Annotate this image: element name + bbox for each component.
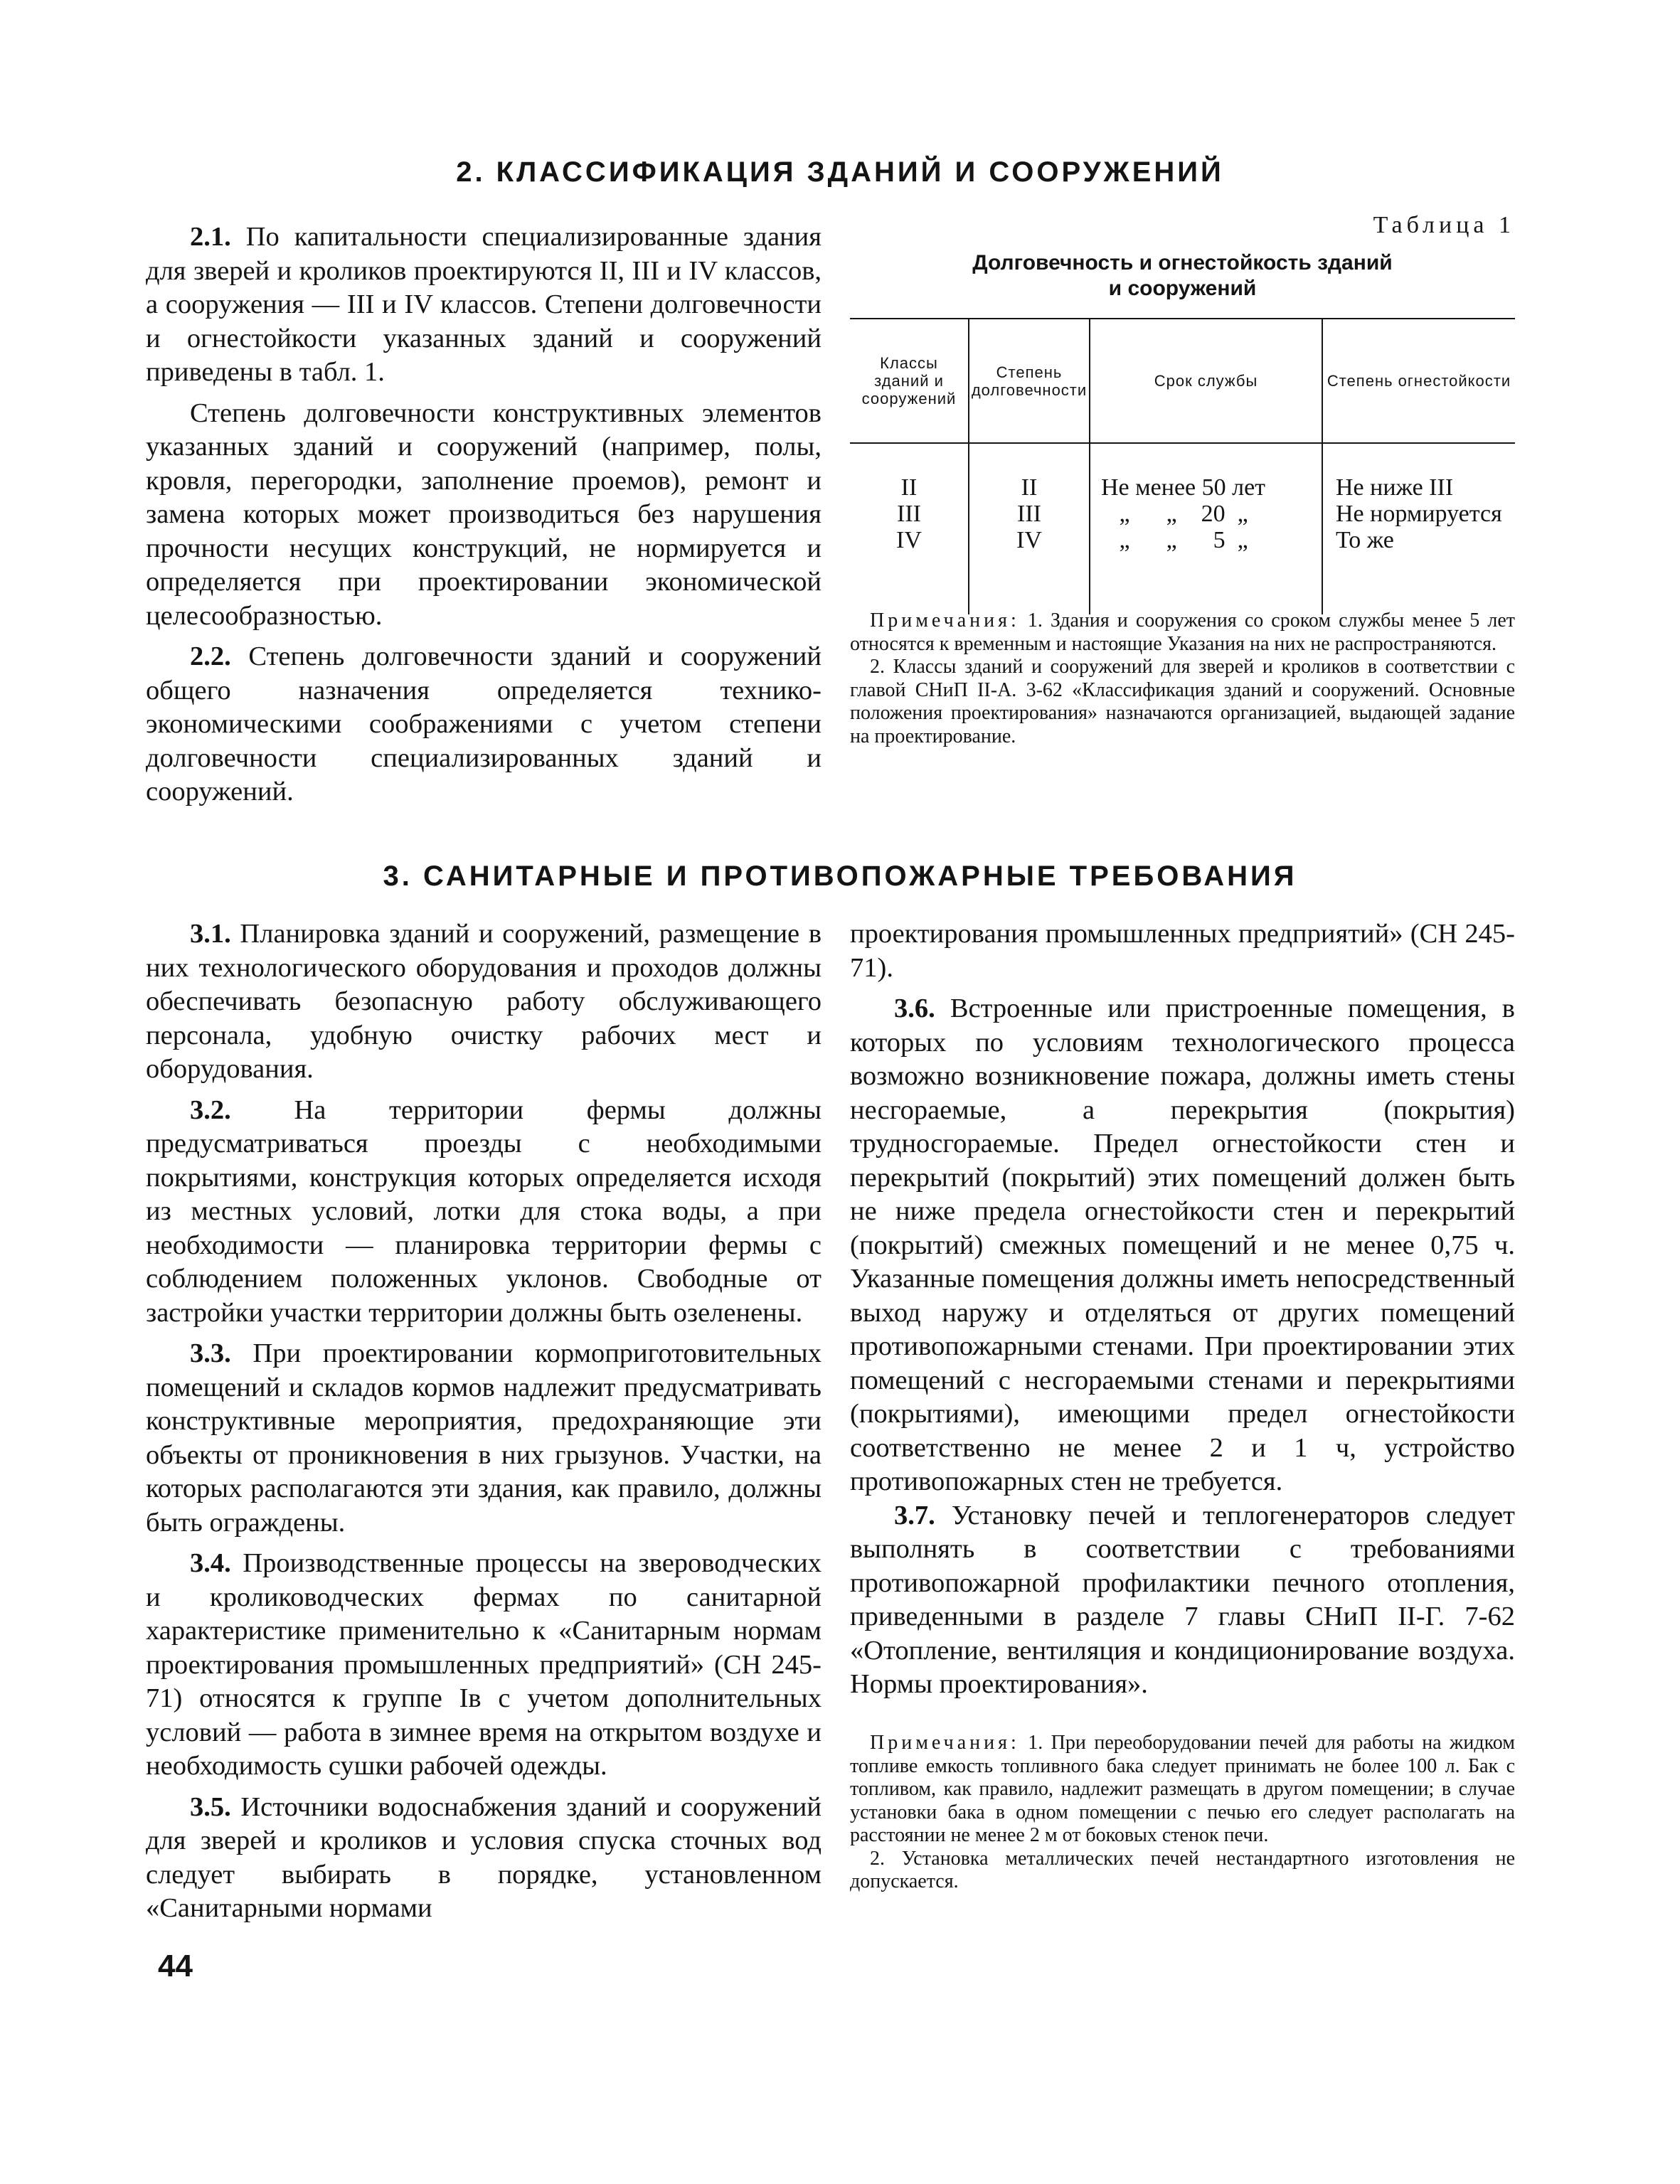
paragraph-3-2 <box>146 1094 822 1331</box>
table-title-line: и сооружений <box>1108 277 1257 300</box>
section-3-left-column <box>146 917 822 1926</box>
table-header-service-life: Срок службы <box>1154 372 1258 390</box>
page-number: 44 <box>158 1949 193 1983</box>
paragraph-3-6 <box>850 992 1515 1499</box>
table-col-service-life: Не менее 50 лет „ „ 20 „ „ „ 5 „ <box>1101 474 1266 553</box>
table-header-fire-resistance: Степень огнестойкости <box>1327 372 1511 390</box>
table-col-fire-resistance: Не ниже III Не нормируется То же <box>1336 474 1502 553</box>
section-3-title: 3. САНИТАРНЫЕ И ПРОТИВОПОЖАРНЫЕ ТРЕБОВАНИЯ <box>383 861 1297 892</box>
paragraph-2-1 <box>146 220 822 390</box>
section-2-text <box>146 220 822 809</box>
paragraph-text: При проектировании кормоприготовительных помещений и складов кормов надлежит предусматривать конструктивные мероприятия, предохраняющие эти объекты от проникновения в них грызунов. Участки, на которых располагаются эти здания, как правило, должны быть ограждены. <box>146 1338 822 1538</box>
table-note-2: 2. Классы зданий и сооружений для зверей и кроликов в соответствии с главой СНиП II-А. 3-62 «Классификация зданий и сооружений. Основные положения проектирования» назначаются организацией, выдающей задание на проектирование. <box>850 656 1515 747</box>
table-col-class: II III IV <box>896 474 922 553</box>
note-text: 1. При переоборудовании печей для работы на жидком топливе емкость топливного бака следует принимать не более 100 л. Бак с топливом, как правило, надлежит размещать в другом помещении; в случае установки бака в одном помещении с печью его следует располагать на расстоянии не менее 2 м от боковых стенок печи. <box>850 1732 1515 1846</box>
paragraph-text: На территории фермы должны предусматриваться проезды с необходимыми покрытиями, конструкция которых определяется исходя из местных условий, лотки для стока воды, а при необходимости — планировка территории фермы с соблюдением положенных уклонов. Свободные от застройки участки территории должны быть озеленены. <box>146 1094 822 1328</box>
paragraph-text: Установку печей и теплогенераторов следует выполнять в соответствии с требованиями противопожарной профилактики печного отопления, приведенными в разделе 7 главы СНиП II-Г. 7-62 «Отопление, вентиляция и кондиционирование воздуха. Нормы проектирования». <box>850 1500 1515 1699</box>
note-text: 1. Здания и сооружения со сроком службы менее 5 лет относятся к временным и настоящие Указания на них не распространяются. <box>850 609 1515 655</box>
table-header-rule <box>850 442 1515 444</box>
section-3-right-column <box>850 917 1515 1702</box>
paragraph-text: По капитальности специализированные здания для зверей и кроликов проектируются II, III и IV классов, а сооружения — III и IV классов. Степени долговечности и огнестойкости указанных зданий и сооружений приведены в табл. 1. <box>146 222 822 387</box>
table-note-1 <box>850 609 1515 656</box>
table-title-line: Долговечность и огнестойкость зданий <box>972 251 1393 275</box>
paragraph-number: 2.1. <box>190 222 231 252</box>
section-3-notes <box>850 1732 1515 1894</box>
paragraph-3-3 <box>146 1337 822 1540</box>
table-header-class: Классы зданий и сооружений <box>861 354 957 407</box>
notes-label: Примечания: <box>870 1732 1020 1754</box>
table-col-durability: II III IV <box>1016 474 1042 553</box>
paragraph-text: Встроенные или пристроенные помещения, в которых по условиям технологического процесса возможно возникновение пожара, должны иметь стены несгораемые, а перекрытия (покрытия) трудносгораемые. Предел огнестойкости стен и перекрытий (покрытий) этих помещений должен быть не ниже предела огнестойкости стен и перекрытий (покрытий) смежных помещений и не менее 0,75 ч. Указанные помещения должны иметь непосредственный выход наружу и отделяться от других помещений противопожарными стенами. При проектировании этих помещений с несгораемыми стенами и перекрытиями (покрытиями), имеющими предел огнестойкости соответственно не менее 2 и 1 ч, устройство противопожарных стен не требуется. <box>850 994 1515 1496</box>
paragraph-number: 3.4. <box>190 1548 231 1578</box>
paragraph-number: 3.3. <box>190 1338 231 1368</box>
notes-label: Примечания: <box>870 609 1020 632</box>
paragraph-3-5-cont: проектирования промышленных предприятий» (СН 245-71). <box>850 919 1515 983</box>
paragraph-number: 3.1. <box>190 919 231 949</box>
section-3-note-2: 2. Установка металлических печей нестандартного изготовления не допускается. <box>850 1847 1515 1892</box>
paragraph-2-1-cont: Степень долговечности конструктивных элементов указанных зданий и сооружений (например, полы, кровля, перегородки, заполнение проемов), ремонт и замена которых может производиться без нарушения прочности несущих конструкций, не нормируется и определяется при проектировании экономической целесообразностью. <box>146 398 822 631</box>
paragraph-number: 2.2. <box>190 641 231 671</box>
paragraph-text: Источники водоснабжения зданий и сооружений для зверей и кроликов и условия спуска сточных вод следует выбирать в порядке, установленном «Санитарными нормами <box>146 1791 822 1923</box>
paragraph-3-4 <box>146 1547 822 1784</box>
table-notes <box>850 609 1515 748</box>
paragraph-3-5 <box>146 1791 822 1926</box>
table-title <box>850 250 1515 302</box>
paragraph-number: 3.6. <box>894 994 935 1023</box>
paragraph-2-2 <box>146 640 822 809</box>
section-2-title: 2. КЛАССИФИКАЦИЯ ЗДАНИЙ И СООРУЖЕНИЙ <box>456 156 1224 188</box>
section-3-note-1 <box>850 1732 1515 1848</box>
paragraph-number: 3.2. <box>190 1094 231 1125</box>
paragraph-3-7 <box>850 1499 1515 1702</box>
paragraph-3-1 <box>146 917 822 1087</box>
paragraph-number: 3.5. <box>190 1791 231 1822</box>
table-header-durability: Степень долговечности <box>971 363 1088 399</box>
paragraph-text: Производственные процессы на звероводческих и кролиководческих фермах по санитарной характеристике применительно к «Санитарным нормам проектирования промышленных предприятий» (СН 245-71) относятся к группе Iв с учетом дополнительных условий — работа в зимнее время на открытом воздухе и необходимость сушки рабочей одежды. <box>146 1548 822 1781</box>
paragraph-number: 3.7. <box>894 1500 935 1530</box>
paragraph-text: Степень долговечности зданий и сооружений общего назначения определяется технико-экономическими соображениями с учетом степени долговечности специализированных зданий и сооружений. <box>146 641 822 806</box>
table-caption: Таблица 1 <box>1373 212 1515 238</box>
paragraph-text: Планировка зданий и сооружений, размещение в них технологического оборудования и проходов должны обеспечивать безопасную работу обслуживающего персонала, удобную очистку рабочих мест и оборудования. <box>146 919 822 1084</box>
